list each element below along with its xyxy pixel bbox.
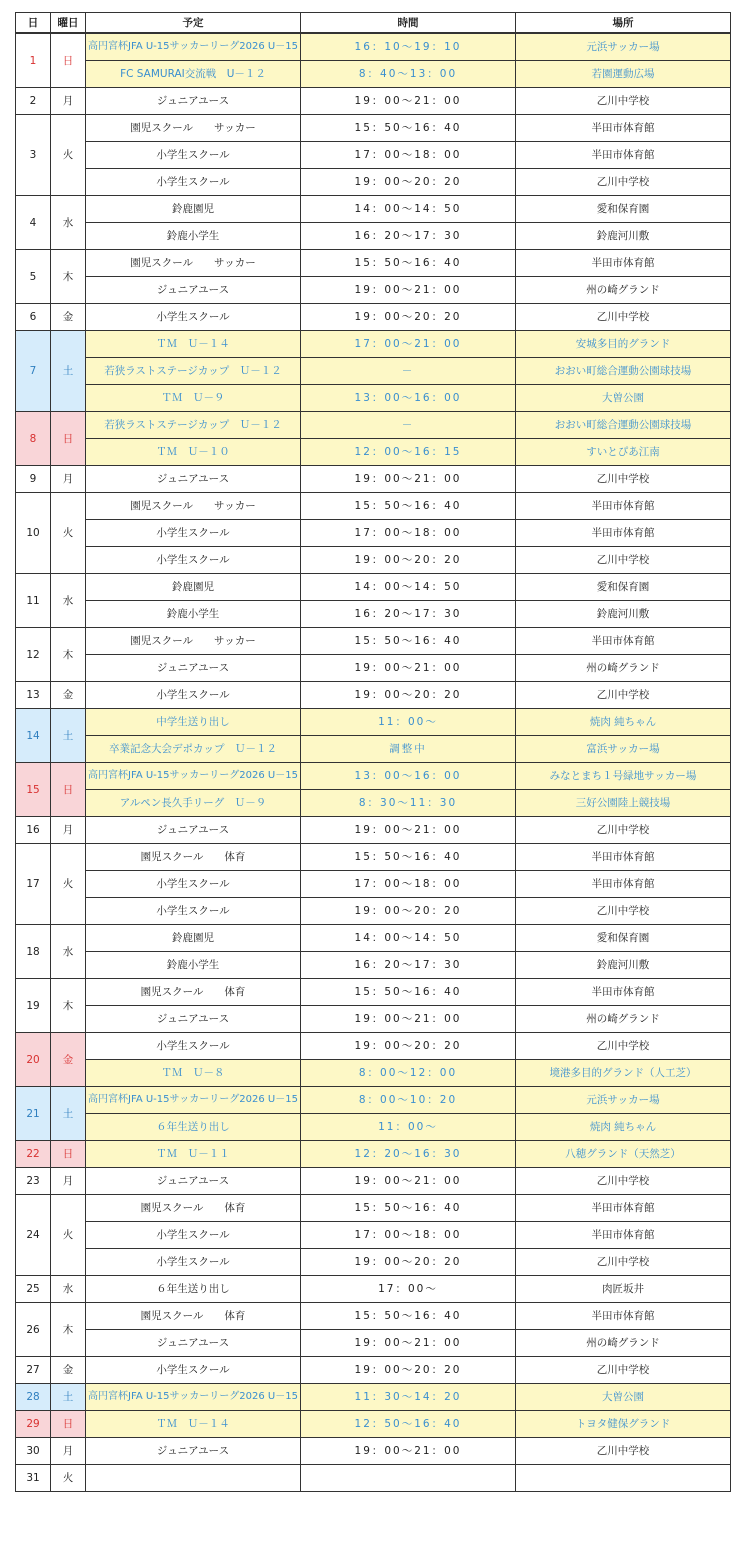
- time-cell: 19：00～20：20: [301, 682, 516, 709]
- time-cell: 19：00～20：20: [301, 304, 516, 331]
- place-cell: 焼肉 純ちゃん: [516, 1114, 731, 1141]
- event-cell: ＴＭ Ｕ－１４: [86, 1411, 301, 1438]
- table-row: [16, 1114, 731, 1141]
- table-row: [16, 871, 731, 898]
- event-cell: 小学生スクール: [86, 169, 301, 196]
- time-cell: 19：00～20：20: [301, 169, 516, 196]
- time-cell: 17：00～18：00: [301, 1222, 516, 1249]
- event-cell: 卒業記念大会デポカップ Ｕ－１２: [86, 736, 301, 763]
- table-row: [16, 1438, 731, 1465]
- time-cell: 調整中: [301, 736, 516, 763]
- place-cell: [516, 1465, 731, 1492]
- time-cell: 8：00～10：20: [301, 1087, 516, 1114]
- header-row: [16, 13, 731, 34]
- day-cell: 20: [16, 1033, 51, 1087]
- time-cell: 12：50～16：40: [301, 1411, 516, 1438]
- place-cell: 乙川中学校: [516, 1168, 731, 1195]
- day-cell: 24: [16, 1195, 51, 1276]
- day-cell: 8: [16, 412, 51, 466]
- table-row: [16, 655, 731, 682]
- event-cell: ＴＭ Ｕ－１４: [86, 331, 301, 358]
- schedule-body: [16, 33, 731, 1492]
- header-weekday: 曜日: [51, 13, 86, 34]
- table-row: [16, 196, 731, 223]
- event-cell: 高円宮杯JFA U-15サッカーリーグ2026 U－15: [86, 33, 301, 61]
- place-cell: おおい町総合運動公園球技場: [516, 412, 731, 439]
- time-cell: －: [301, 358, 516, 385]
- table-row: [16, 1384, 731, 1411]
- event-cell: 園児スクール 体育: [86, 979, 301, 1006]
- table-row: [16, 1195, 731, 1222]
- time-cell: 14：00～14：50: [301, 196, 516, 223]
- place-cell: 半田市体育館: [516, 1303, 731, 1330]
- event-cell: 園児スクール 体育: [86, 844, 301, 871]
- time-cell: －: [301, 412, 516, 439]
- place-cell: 半田市体育館: [516, 979, 731, 1006]
- place-cell: 半田市体育館: [516, 142, 731, 169]
- table-row: [16, 601, 731, 628]
- weekday-cell: 水: [51, 196, 86, 250]
- weekday-cell: 金: [51, 304, 86, 331]
- day-cell: 2: [16, 88, 51, 115]
- place-cell: 元浜サッカー場: [516, 33, 731, 61]
- place-cell: 乙川中学校: [516, 682, 731, 709]
- table-row: [16, 61, 731, 88]
- event-cell: ＴＭ Ｕ－１０: [86, 439, 301, 466]
- place-cell: 乙川中学校: [516, 169, 731, 196]
- place-cell: 半田市体育館: [516, 1195, 731, 1222]
- time-cell: 14：00～14：50: [301, 574, 516, 601]
- weekday-cell: 土: [51, 331, 86, 412]
- weekday-cell: 火: [51, 115, 86, 196]
- place-cell: 元浜サッカー場: [516, 1087, 731, 1114]
- table-row: [16, 574, 731, 601]
- day-cell: 9: [16, 466, 51, 493]
- time-cell: 19：00～21：00: [301, 466, 516, 493]
- place-cell: 乙川中学校: [516, 466, 731, 493]
- time-cell: 19：00～20：20: [301, 1249, 516, 1276]
- time-cell: 19：00～21：00: [301, 1330, 516, 1357]
- event-cell: 小学生スクール: [86, 871, 301, 898]
- place-cell: 大曽公園: [516, 1384, 731, 1411]
- day-cell: 13: [16, 682, 51, 709]
- day-cell: 12: [16, 628, 51, 682]
- place-cell: 半田市体育館: [516, 844, 731, 871]
- time-cell: 13：00～16：00: [301, 763, 516, 790]
- event-cell: 鈴鹿小学生: [86, 952, 301, 979]
- day-cell: 27: [16, 1357, 51, 1384]
- event-cell: FC SAMURAI交流戦 U－１２: [86, 61, 301, 88]
- day-cell: 6: [16, 304, 51, 331]
- event-cell: ６年生送り出し: [86, 1114, 301, 1141]
- time-cell: 15：50～16：40: [301, 493, 516, 520]
- day-cell: 19: [16, 979, 51, 1033]
- table-row: [16, 466, 731, 493]
- weekday-cell: 日: [51, 1411, 86, 1438]
- day-cell: 15: [16, 763, 51, 817]
- weekday-cell: 月: [51, 1168, 86, 1195]
- weekday-cell: 火: [51, 1465, 86, 1492]
- weekday-cell: 日: [51, 1141, 86, 1168]
- event-cell: [86, 1465, 301, 1492]
- event-cell: 小学生スクール: [86, 1357, 301, 1384]
- place-cell: 乙川中学校: [516, 1438, 731, 1465]
- weekday-cell: 土: [51, 709, 86, 763]
- event-cell: ジュニアユース: [86, 1168, 301, 1195]
- weekday-cell: 金: [51, 682, 86, 709]
- place-cell: みなとまち１号緑地サッカー場: [516, 763, 731, 790]
- time-cell: 19：00～21：00: [301, 1168, 516, 1195]
- weekday-cell: 日: [51, 33, 86, 88]
- weekday-cell: 日: [51, 763, 86, 817]
- time-cell: 11：00～: [301, 709, 516, 736]
- time-cell: 19：00～21：00: [301, 817, 516, 844]
- place-cell: 乙川中学校: [516, 1249, 731, 1276]
- day-cell: 16: [16, 817, 51, 844]
- table-row: [16, 142, 731, 169]
- time-cell: 11：30～14：20: [301, 1384, 516, 1411]
- table-row: [16, 979, 731, 1006]
- day-cell: 11: [16, 574, 51, 628]
- time-cell: 19：00～21：00: [301, 88, 516, 115]
- table-row: [16, 952, 731, 979]
- event-cell: 高円宮杯JFA U-15サッカーリーグ2026 U－15: [86, 763, 301, 790]
- table-row: [16, 223, 731, 250]
- place-cell: 州の崎グランド: [516, 1006, 731, 1033]
- weekday-cell: 金: [51, 1357, 86, 1384]
- time-cell: 19：00～20：20: [301, 547, 516, 574]
- weekday-cell: 月: [51, 466, 86, 493]
- event-cell: 園児スクール 体育: [86, 1303, 301, 1330]
- table-row: [16, 1222, 731, 1249]
- weekday-cell: 木: [51, 250, 86, 304]
- time-cell: 15：50～16：40: [301, 115, 516, 142]
- place-cell: 富浜サッカー場: [516, 736, 731, 763]
- event-cell: 鈴鹿小学生: [86, 601, 301, 628]
- day-cell: 21: [16, 1087, 51, 1141]
- event-cell: 鈴鹿小学生: [86, 223, 301, 250]
- weekday-cell: 土: [51, 1087, 86, 1141]
- place-cell: 乙川中学校: [516, 88, 731, 115]
- place-cell: 焼肉 純ちゃん: [516, 709, 731, 736]
- table-row: [16, 1303, 731, 1330]
- event-cell: 小学生スクール: [86, 1222, 301, 1249]
- time-cell: [301, 1465, 516, 1492]
- event-cell: ジュニアユース: [86, 817, 301, 844]
- time-cell: 15：50～16：40: [301, 1195, 516, 1222]
- day-cell: 7: [16, 331, 51, 412]
- event-cell: 園児スクール サッカー: [86, 115, 301, 142]
- table-row: [16, 1276, 731, 1303]
- event-cell: ＴＭ Ｕ－１１: [86, 1141, 301, 1168]
- event-cell: ６年生送り出し: [86, 1276, 301, 1303]
- event-cell: 園児スクール サッカー: [86, 250, 301, 277]
- day-cell: 14: [16, 709, 51, 763]
- event-cell: 園児スクール サッカー: [86, 493, 301, 520]
- event-cell: ＴＭ Ｕ－８: [86, 1060, 301, 1087]
- place-cell: 乙川中学校: [516, 817, 731, 844]
- place-cell: 乙川中学校: [516, 547, 731, 574]
- table-row: [16, 277, 731, 304]
- time-cell: 15：50～16：40: [301, 628, 516, 655]
- table-row: [16, 520, 731, 547]
- place-cell: 乙川中学校: [516, 304, 731, 331]
- table-row: [16, 844, 731, 871]
- time-cell: 15：50～16：40: [301, 844, 516, 871]
- place-cell: 大曽公園: [516, 385, 731, 412]
- time-cell: 15：50～16：40: [301, 1303, 516, 1330]
- day-cell: 31: [16, 1465, 51, 1492]
- event-cell: 小学生スクール: [86, 304, 301, 331]
- day-cell: 23: [16, 1168, 51, 1195]
- day-cell: 30: [16, 1438, 51, 1465]
- time-cell: 15：50～16：40: [301, 979, 516, 1006]
- day-cell: 25: [16, 1276, 51, 1303]
- place-cell: すいとぴあ江南: [516, 439, 731, 466]
- weekday-cell: 火: [51, 493, 86, 574]
- table-row: [16, 493, 731, 520]
- table-row: [16, 1249, 731, 1276]
- time-cell: 16：20～17：30: [301, 952, 516, 979]
- place-cell: おおい町総合運動公園球技場: [516, 358, 731, 385]
- event-cell: 園児スクール サッカー: [86, 628, 301, 655]
- table-row: [16, 817, 731, 844]
- table-row: [16, 88, 731, 115]
- table-row: [16, 33, 731, 61]
- table-row: [16, 925, 731, 952]
- table-row: [16, 1357, 731, 1384]
- day-cell: 5: [16, 250, 51, 304]
- weekday-cell: 月: [51, 817, 86, 844]
- time-cell: 8：30～11：30: [301, 790, 516, 817]
- event-cell: 園児スクール 体育: [86, 1195, 301, 1222]
- event-cell: 鈴鹿園児: [86, 925, 301, 952]
- event-cell: 小学生スクール: [86, 142, 301, 169]
- time-cell: 19：00～21：00: [301, 1438, 516, 1465]
- day-cell: 17: [16, 844, 51, 925]
- event-cell: 小学生スクール: [86, 1033, 301, 1060]
- time-cell: 16：20～17：30: [301, 223, 516, 250]
- time-cell: 19：00～21：00: [301, 655, 516, 682]
- table-row: [16, 1465, 731, 1492]
- table-row: [16, 763, 731, 790]
- place-cell: 三好公園陸上競技場: [516, 790, 731, 817]
- place-cell: 半田市体育館: [516, 871, 731, 898]
- time-cell: 17：00～18：00: [301, 142, 516, 169]
- time-cell: 17：00～: [301, 1276, 516, 1303]
- time-cell: 12：20～16：30: [301, 1141, 516, 1168]
- place-cell: 乙川中学校: [516, 1357, 731, 1384]
- header-day: 日: [16, 13, 51, 34]
- place-cell: 半田市体育館: [516, 628, 731, 655]
- place-cell: 愛和保育園: [516, 574, 731, 601]
- table-row: [16, 412, 731, 439]
- time-cell: 19：00～21：00: [301, 1006, 516, 1033]
- table-row: [16, 628, 731, 655]
- time-cell: 13：00～16：00: [301, 385, 516, 412]
- table-row: [16, 1006, 731, 1033]
- place-cell: 乙川中学校: [516, 1033, 731, 1060]
- table-row: [16, 250, 731, 277]
- time-cell: 17：00～21：00: [301, 331, 516, 358]
- weekday-cell: 月: [51, 1438, 86, 1465]
- day-cell: 29: [16, 1411, 51, 1438]
- place-cell: 鈴鹿河川敷: [516, 223, 731, 250]
- table-row: [16, 331, 731, 358]
- event-cell: 若狭ラストステージカップ Ｕ－１２: [86, 412, 301, 439]
- place-cell: 愛和保育園: [516, 196, 731, 223]
- event-cell: ジュニアユース: [86, 1438, 301, 1465]
- event-cell: ジュニアユース: [86, 277, 301, 304]
- event-cell: 小学生スクール: [86, 547, 301, 574]
- weekday-cell: 火: [51, 844, 86, 925]
- day-cell: 1: [16, 33, 51, 88]
- day-cell: 10: [16, 493, 51, 574]
- time-cell: 16：10～19：10: [301, 33, 516, 61]
- event-cell: 鈴鹿園児: [86, 196, 301, 223]
- table-row: [16, 898, 731, 925]
- weekday-cell: 日: [51, 412, 86, 466]
- day-cell: 3: [16, 115, 51, 196]
- weekday-cell: 水: [51, 1276, 86, 1303]
- weekday-cell: 金: [51, 1033, 86, 1087]
- table-row: [16, 115, 731, 142]
- time-cell: 14：00～14：50: [301, 925, 516, 952]
- place-cell: 鈴鹿河川敷: [516, 601, 731, 628]
- table-row: [16, 1330, 731, 1357]
- weekday-cell: 月: [51, 88, 86, 115]
- time-cell: 19：00～21：00: [301, 277, 516, 304]
- time-cell: 19：00～20：20: [301, 898, 516, 925]
- event-cell: 小学生スクール: [86, 1249, 301, 1276]
- table-row: [16, 1033, 731, 1060]
- weekday-cell: 土: [51, 1384, 86, 1411]
- event-cell: アルペン長久手リーグ Ｕ－９: [86, 790, 301, 817]
- place-cell: 州の崎グランド: [516, 655, 731, 682]
- table-row: [16, 304, 731, 331]
- table-row: [16, 169, 731, 196]
- place-cell: 乙川中学校: [516, 898, 731, 925]
- day-cell: 22: [16, 1141, 51, 1168]
- place-cell: 肉匠坂井: [516, 1276, 731, 1303]
- event-cell: 高円宮杯JFA U-15サッカーリーグ2026 U－15: [86, 1384, 301, 1411]
- table-row: [16, 547, 731, 574]
- time-cell: 12：00～16：15: [301, 439, 516, 466]
- header-time: 時間: [301, 13, 516, 34]
- event-cell: 高円宮杯JFA U-15サッカーリーグ2026 U－15: [86, 1087, 301, 1114]
- table-row: [16, 736, 731, 763]
- schedule-table: [15, 12, 731, 1492]
- weekday-cell: 水: [51, 574, 86, 628]
- place-cell: トヨタ健保グランド: [516, 1411, 731, 1438]
- time-cell: 16：20～17：30: [301, 601, 516, 628]
- event-cell: 小学生スクール: [86, 520, 301, 547]
- day-cell: 26: [16, 1303, 51, 1357]
- table-row: [16, 790, 731, 817]
- table-row: [16, 1168, 731, 1195]
- place-cell: 若園運動広場: [516, 61, 731, 88]
- time-cell: 8：00～12：00: [301, 1060, 516, 1087]
- table-row: [16, 1411, 731, 1438]
- table-row: [16, 1087, 731, 1114]
- event-cell: 小学生スクール: [86, 898, 301, 925]
- event-cell: ＴＭ Ｕ－９: [86, 385, 301, 412]
- time-cell: 17：00～18：00: [301, 871, 516, 898]
- place-cell: 州の崎グランド: [516, 277, 731, 304]
- table-row: [16, 358, 731, 385]
- weekday-cell: 木: [51, 979, 86, 1033]
- place-cell: 愛和保育園: [516, 925, 731, 952]
- day-cell: 18: [16, 925, 51, 979]
- place-cell: 半田市体育館: [516, 493, 731, 520]
- time-cell: 15：50～16：40: [301, 250, 516, 277]
- table-row: [16, 1141, 731, 1168]
- header-place: 場所: [516, 13, 731, 34]
- table-row: [16, 439, 731, 466]
- event-cell: 鈴鹿園児: [86, 574, 301, 601]
- day-cell: 28: [16, 1384, 51, 1411]
- table-row: [16, 385, 731, 412]
- table-row: [16, 1060, 731, 1087]
- place-cell: 八穂グランド（天然芝）: [516, 1141, 731, 1168]
- header-event: 予定: [86, 13, 301, 34]
- event-cell: ジュニアユース: [86, 466, 301, 493]
- time-cell: 8：40～13：00: [301, 61, 516, 88]
- event-cell: 中学生送り出し: [86, 709, 301, 736]
- event-cell: 若狭ラストステージカップ Ｕ－１２: [86, 358, 301, 385]
- event-cell: ジュニアユース: [86, 655, 301, 682]
- day-cell: 4: [16, 196, 51, 250]
- time-cell: 11：00～: [301, 1114, 516, 1141]
- weekday-cell: 火: [51, 1195, 86, 1276]
- table-row: [16, 682, 731, 709]
- event-cell: ジュニアユース: [86, 88, 301, 115]
- time-cell: 17：00～18：00: [301, 520, 516, 547]
- event-cell: 小学生スクール: [86, 682, 301, 709]
- place-cell: 半田市体育館: [516, 520, 731, 547]
- place-cell: 半田市体育館: [516, 115, 731, 142]
- event-cell: ジュニアユース: [86, 1330, 301, 1357]
- time-cell: 19：00～20：20: [301, 1033, 516, 1060]
- place-cell: 安城多目的グランド: [516, 331, 731, 358]
- place-cell: 境港多目的グランド（人工芝）: [516, 1060, 731, 1087]
- event-cell: ジュニアユース: [86, 1006, 301, 1033]
- weekday-cell: 木: [51, 628, 86, 682]
- weekday-cell: 木: [51, 1303, 86, 1357]
- time-cell: 19：00～20：20: [301, 1357, 516, 1384]
- place-cell: 鈴鹿河川敷: [516, 952, 731, 979]
- place-cell: 半田市体育館: [516, 1222, 731, 1249]
- table-row: [16, 709, 731, 736]
- place-cell: 州の崎グランド: [516, 1330, 731, 1357]
- weekday-cell: 水: [51, 925, 86, 979]
- place-cell: 半田市体育館: [516, 250, 731, 277]
